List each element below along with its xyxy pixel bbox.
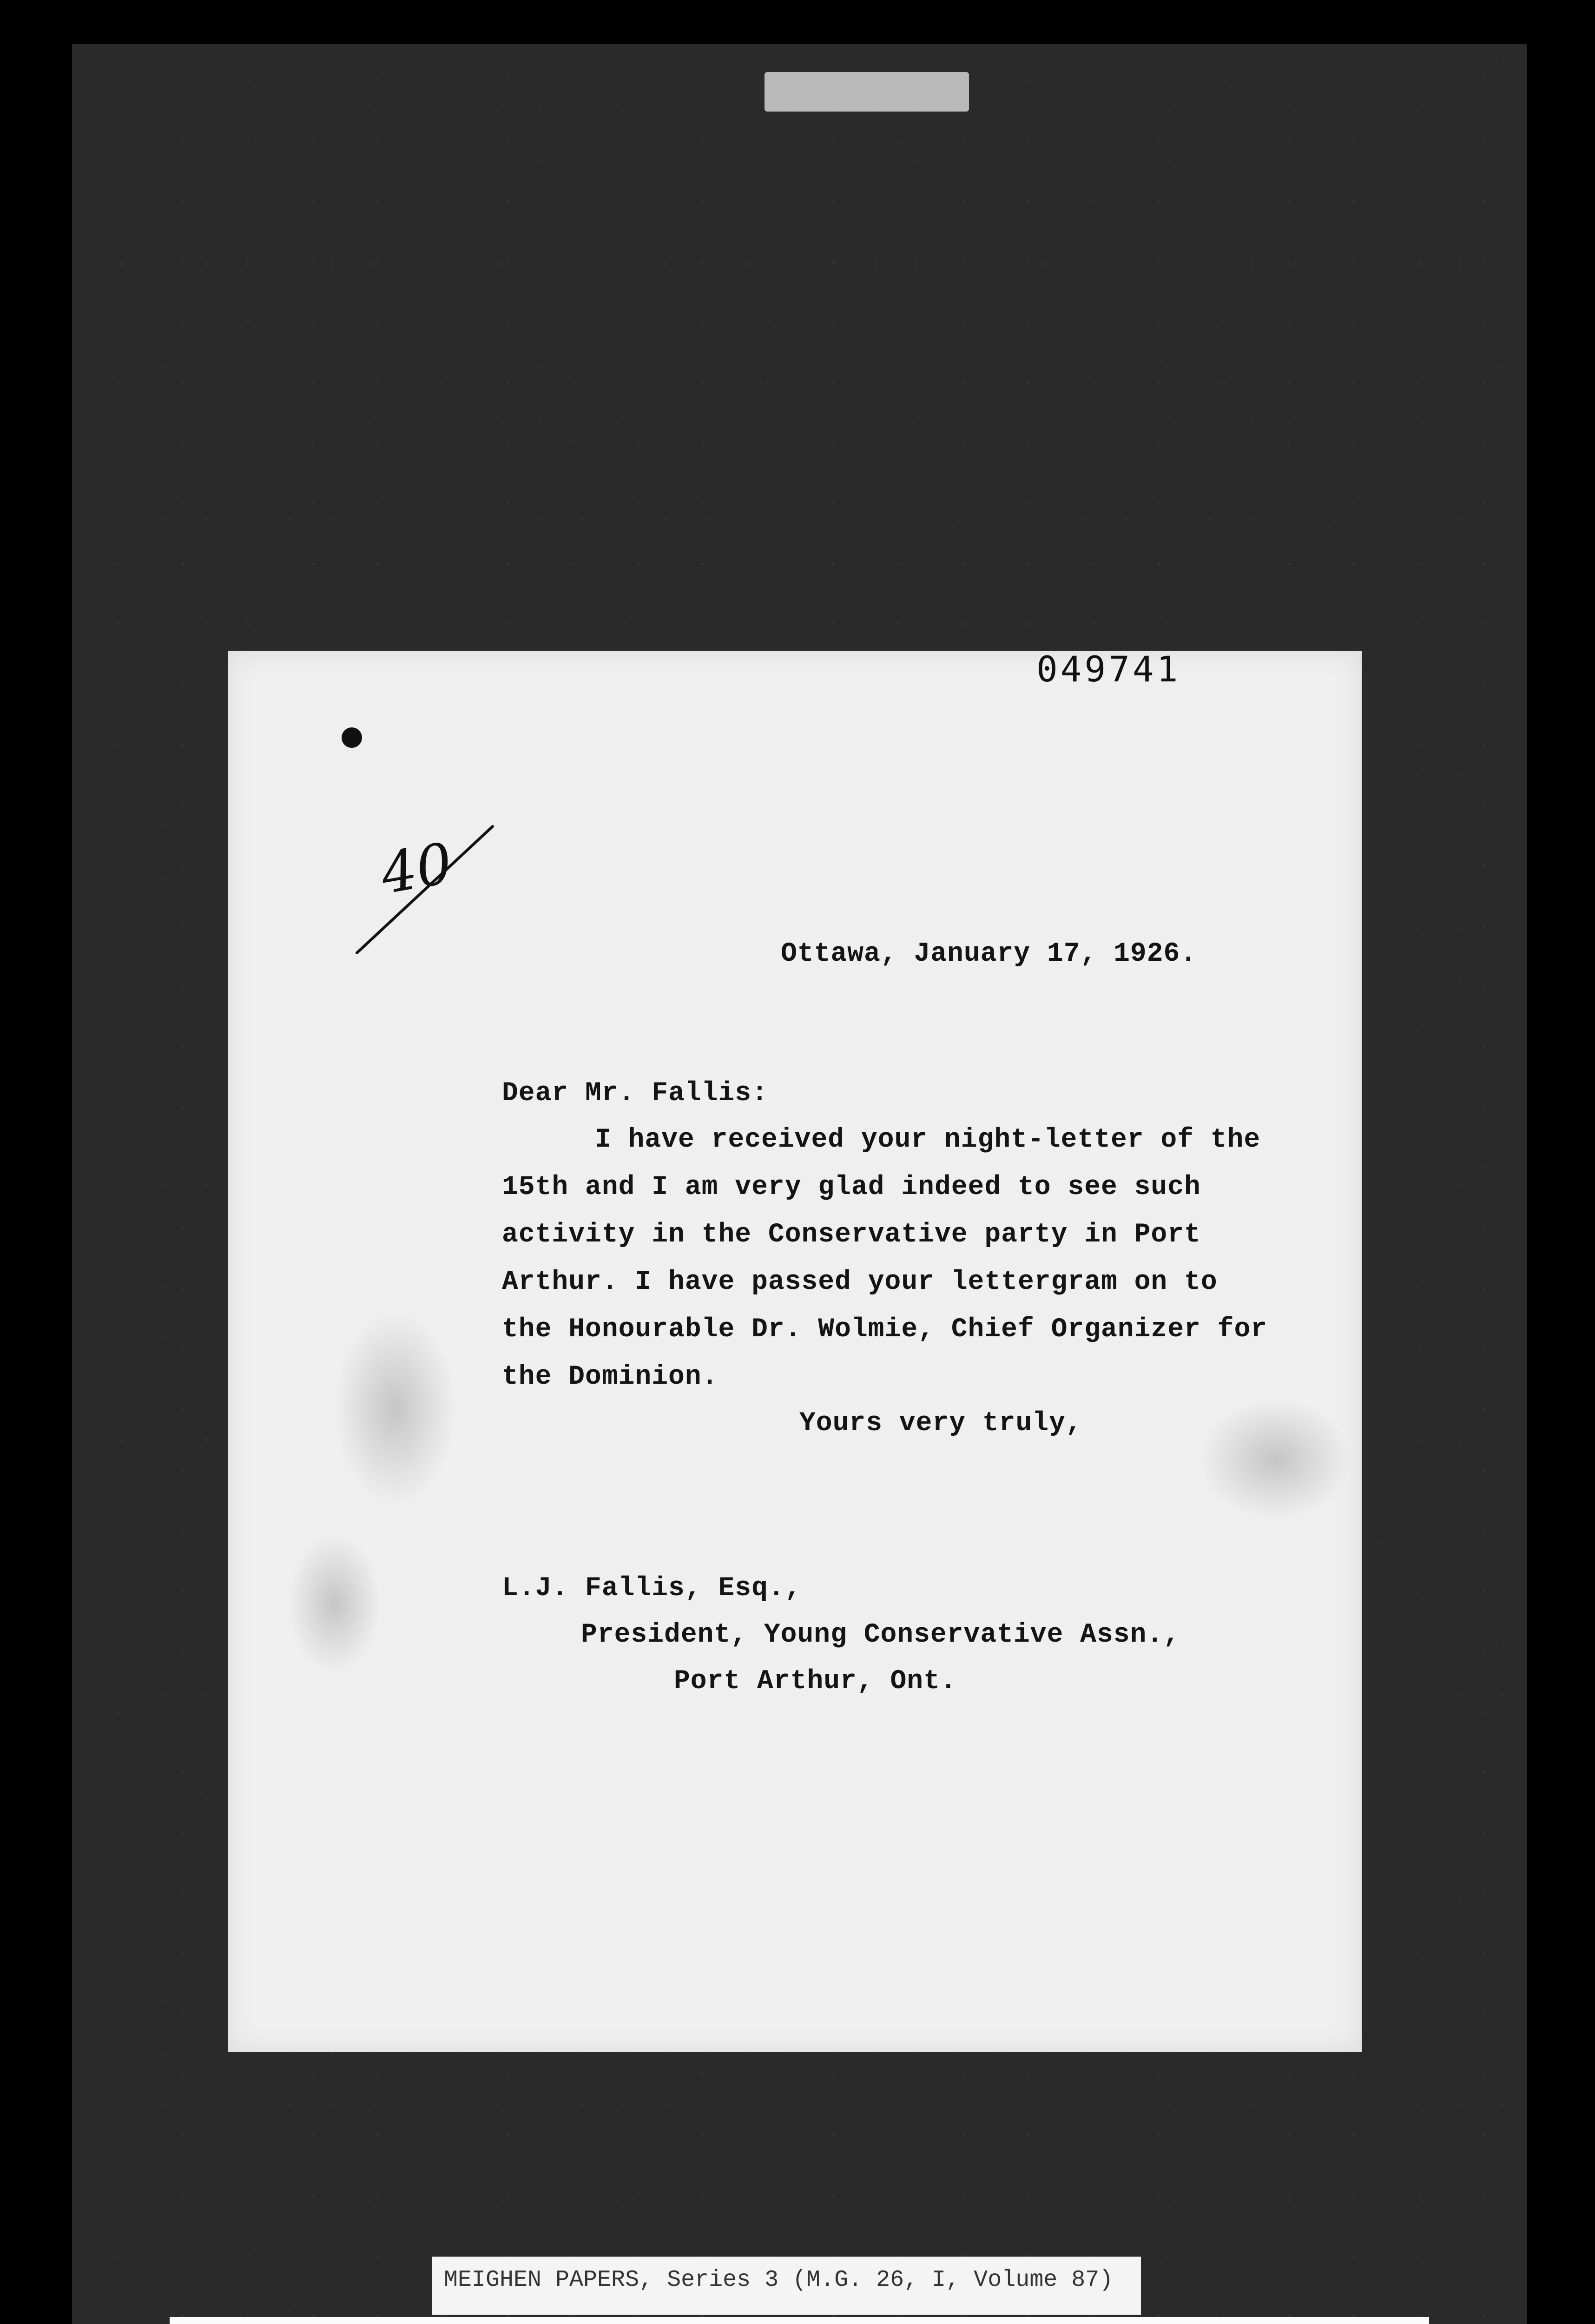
handwritten-folio xyxy=(353,823,521,957)
fingerprint-smudge xyxy=(335,1311,455,1506)
letter-page xyxy=(228,648,1362,2052)
mounting-clip xyxy=(765,72,969,112)
folio-number: 40 xyxy=(376,831,457,907)
archives-card xyxy=(170,2317,1429,2324)
body-line: the Honourable Dr. Wolmie, Chief Organizer for xyxy=(502,1314,1268,1345)
recipient-title: President, Young Conservative Assn., xyxy=(581,1620,1180,1650)
body-line: the Dominion. xyxy=(502,1362,718,1392)
date-line: Ottawa, January 17, 1926. xyxy=(781,939,1197,969)
folio-underline xyxy=(353,823,521,957)
recipient-name: L.J. Fallis, Esq., xyxy=(502,1573,802,1604)
document-number: 049741 xyxy=(1036,648,1181,690)
body-line: 15th and I am very glad indeed to see such xyxy=(502,1172,1201,1202)
closing: Yours very truly, xyxy=(799,1408,1082,1439)
collection-label xyxy=(432,2257,1141,2315)
body-line: Arthur. I have passed your lettergram on to xyxy=(502,1267,1218,1297)
fingerprint-smudge xyxy=(1199,1399,1352,1520)
salutation: Dear Mr. Fallis: xyxy=(502,1078,768,1109)
body-line: I have received your night-letter of the xyxy=(595,1125,1261,1155)
punch-hole xyxy=(342,727,362,748)
fingerprint-smudge xyxy=(288,1534,381,1673)
recipient-place: Port Arthur, Ont. xyxy=(674,1666,957,1697)
body-line: activity in the Conservative party in Port xyxy=(502,1220,1201,1250)
collection-label-text: MEIGHEN PAPERS, Series 3 (M.G. 26, I, Volume 87) xyxy=(444,2267,1114,2293)
